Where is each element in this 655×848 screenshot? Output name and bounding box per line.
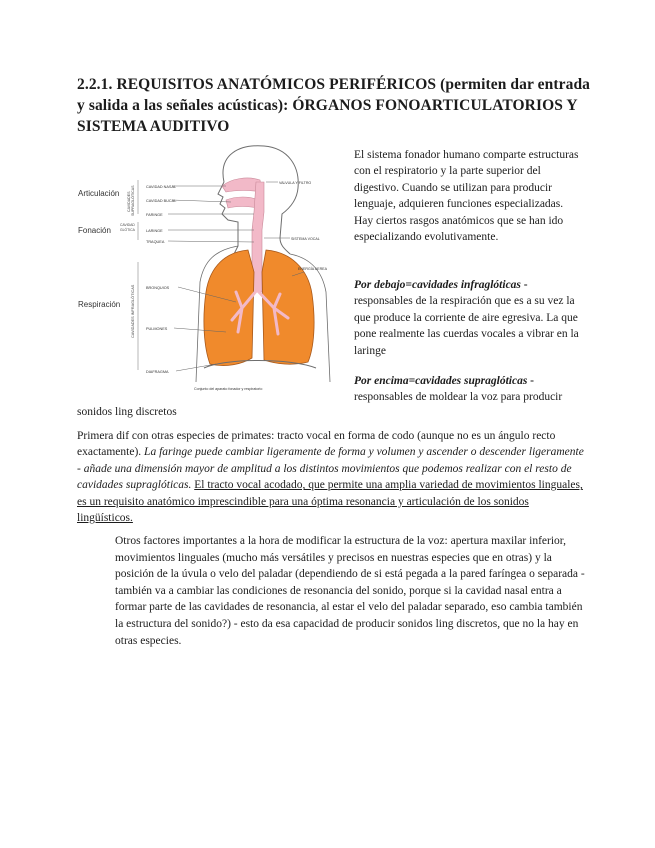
supragloticas-paragraph [354, 373, 584, 406]
label-pulmones: PULMONES [146, 327, 168, 331]
intro-paragraph [354, 147, 584, 245]
oral-cavity [226, 197, 258, 208]
label-valvula-filtro: VALVULA Y FILTRO [279, 181, 312, 185]
figure-caption: Conjunto del aparato fonador y respiratorio [194, 387, 263, 391]
label-energia-aerea: ENERGÍA AEREA [298, 267, 327, 271]
label-laringe: LARINGE [146, 229, 163, 233]
label-glotica: GLÓTICA [120, 228, 135, 232]
intro-text: El sistema fonador humano comparte estructuras con el respiratorio y la parte superior del digestivo. Cuando se utilizan para producir lenguaje, adquieren funciones especializadas. Hay ciertos rasgos anatómicos que se han ido especializando evolutivamente. [354, 149, 579, 244]
label-respiracion: Respiración [78, 300, 121, 309]
infragloticas-term: Por debajo=cavidades infraglóticas [354, 279, 521, 291]
respiratory-system-figure [76, 142, 346, 394]
primates-paragraph [77, 428, 587, 526]
label-cavidades-supra: CAVIDADES [127, 191, 131, 212]
tracto-vocal-underlined-text: El tracto vocal acodado, que permite una amplia variedad de movimientos linguales, es un requisito anatómico imprescindible para una óptima resonancia y articulación de los sonidos lingüísticos. [77, 479, 583, 525]
label-cavidad-bucal: CAVIDAD BUCAL [146, 199, 177, 203]
supragloticas-dash: - [527, 375, 535, 387]
face-outline [218, 182, 238, 254]
label-bronquios: BRONQUIOS [146, 286, 170, 290]
otros-factores-paragraph: Otros factores importantes a la hora de modificar la estructura de la voz: apertura maxilar inferior, movimientos linguales (mucho más versátiles y precisos en nuestras especies que en otras) y la posición de la úvula o velo del paladar (dependiendo de si está pegada a la pared faríngea o separada - también va a cambiar las condiciones de resonancia del sonido, porque si la cavidad nasal entra a formar parte de las cavidades de resonancia, al estar el velo del paladar separado, eso cambia también la estructura del sonido?) - esto da esa capacidad de producir sonidos ling discretos, que no la hay en otras especies. [115, 535, 585, 647]
infragloticas-dash: - [520, 279, 528, 291]
label-cavidad-nasal: CAVIDAD NASAL [146, 185, 177, 189]
label-faringe: FARINGE [146, 213, 163, 217]
supragloticas-continuation: sonidos ling discretos [77, 406, 177, 418]
infragloticas-text: responsables de la respiración que es a su vez la que produce la corriente de aire egresiva. La que pone realmente las cuerdas vocales a vibrar en la laringe [354, 295, 579, 357]
label-traquea: TRAQUEA [146, 240, 165, 244]
heading-line-2: y salida a las señales acústicas): ÓRGANOS FONOARTICULATORIOS Y [77, 97, 578, 114]
label-cavidad-glotica: CAVIDAD [120, 223, 135, 227]
label-cavidades-infra: CAVIDADES INFRAGLÓTICAS [131, 284, 135, 338]
infragloticas-paragraph [354, 277, 584, 359]
supragloticas-text: responsables de moldear la voz para producir [354, 391, 563, 404]
label-sistema-vocal: SISTEMA VOCAL [291, 237, 320, 241]
heading-line-1: 2.2.1. REQUISITOS ANATÓMICOS PERIFÉRICOS (permiten dar entrada [77, 76, 591, 93]
supragloticas-term: Por encima=cavidades supraglóticas [354, 375, 528, 387]
left-lung [204, 250, 254, 366]
heading-line-3: SISTEMA AUDITIVO [77, 118, 230, 135]
primates-plain-text: Primera dif con otras especies de primates: tracto vocal en forma de codo (aunque no es un ángulo recto exactamente). [77, 430, 556, 459]
label-supragloticas: SUPRAGLÓTICAS [131, 185, 135, 216]
label-diafragma: DIAFRAGMA [146, 370, 169, 374]
label-articulacion: Articulación [78, 189, 120, 198]
label-fonacion: Fonación [78, 226, 111, 235]
faringe-italic-text: La faringe puede cambiar ligeramente de forma y volumen y ascender o descender ligeramente - añade una dimensión mayor de amplitud a los distintos movimientos que podemos realizar con el resto de cavidades supraglóticas. [77, 446, 584, 492]
section-heading [77, 74, 597, 137]
